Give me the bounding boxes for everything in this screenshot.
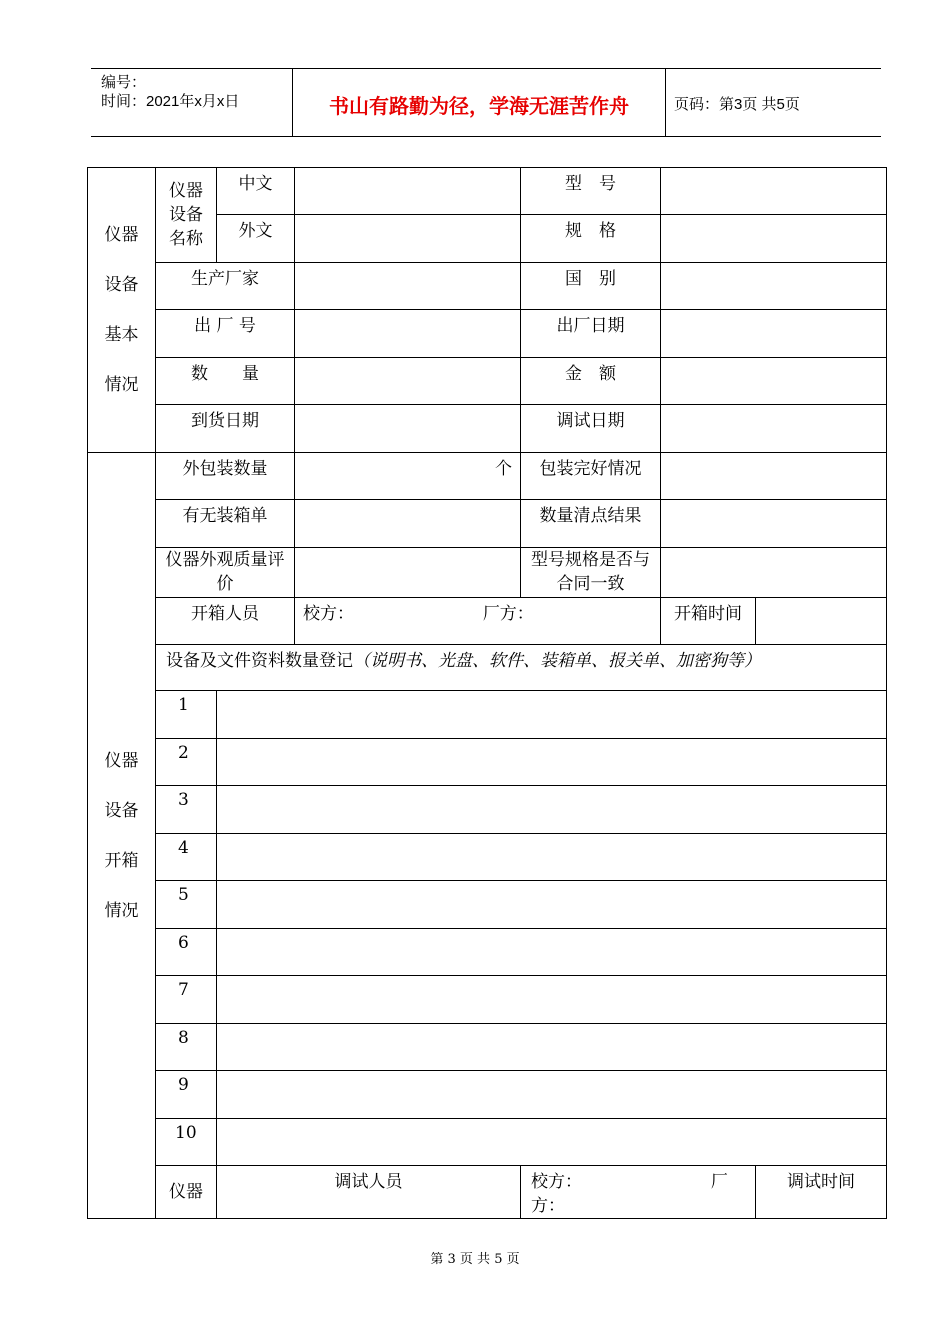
- docs-row-number: 5: [156, 881, 217, 929]
- section-label-line: 仪器: [104, 225, 139, 245]
- model-label: 型 号: [521, 168, 661, 215]
- arrival-date-label: 到货日期: [156, 405, 295, 453]
- arrival-date-cell[interactable]: [295, 405, 521, 453]
- name-label-line: 仪器: [169, 181, 203, 201]
- chinese-name-cell[interactable]: [295, 168, 521, 215]
- pkg-condition-label: 包装完好情况: [521, 453, 661, 500]
- count-result-label: 数量清点结果: [521, 500, 661, 548]
- docs-row-cell[interactable]: [217, 691, 887, 739]
- quantity-label: 数 量: [156, 358, 295, 405]
- debug-section-label: 仪器: [156, 1166, 217, 1219]
- header-page-label: 页码：第3页 共5页: [674, 96, 800, 113]
- docs-row-cell[interactable]: [217, 929, 887, 976]
- amount-cell[interactable]: [661, 358, 887, 405]
- docs-row-cell[interactable]: [217, 1071, 887, 1119]
- factory-date-cell[interactable]: [661, 310, 887, 358]
- unit-label: 个: [495, 459, 512, 479]
- debug-date-cell[interactable]: [661, 405, 887, 453]
- spec-label: 规 格: [521, 215, 661, 263]
- page-footer: 第 3 页 共 5 页: [430, 1252, 520, 1267]
- manufacturer-cell[interactable]: [295, 263, 521, 310]
- unpack-section-label: [88, 453, 156, 1219]
- pkg-condition-cell[interactable]: [661, 453, 887, 500]
- section-label-line: 情况: [104, 375, 139, 395]
- foreign-label: 外文: [217, 215, 295, 263]
- serial-label: 出 厂 号: [156, 310, 295, 358]
- country-cell[interactable]: [661, 263, 887, 310]
- count-result-cell[interactable]: [661, 500, 887, 548]
- docs-row-number: 6: [156, 929, 217, 976]
- docs-title-cell: [156, 645, 887, 691]
- docs-row-number: 7: [156, 976, 217, 1024]
- basic-section-label: [88, 168, 156, 453]
- docs-row-number: 8: [156, 1024, 217, 1071]
- section-label-line: 基本: [104, 325, 139, 345]
- school-side-label: 校方：: [303, 604, 354, 624]
- docs-row-number: 4: [156, 834, 217, 881]
- docs-row-number: 9: [156, 1071, 217, 1119]
- number-label: 编号：: [101, 74, 147, 91]
- manufacturer-label: 生产厂家: [156, 263, 295, 310]
- country-label: 国 别: [521, 263, 661, 310]
- debug-date-label: 调试日期: [521, 405, 661, 453]
- equipment-form-table: [87, 167, 887, 1219]
- docs-row-cell[interactable]: [217, 786, 887, 834]
- docs-row-number: 2: [156, 739, 217, 786]
- foreign-name-cell[interactable]: [295, 215, 521, 263]
- open-time-label: 开箱时间: [661, 598, 756, 645]
- docs-row-cell[interactable]: [217, 1024, 887, 1071]
- name-label-line: 设备: [169, 205, 203, 225]
- header-divider: [665, 69, 666, 136]
- debug-personnel-cell[interactable]: [521, 1166, 756, 1219]
- docs-title: 设备及文件资料数量登记: [166, 651, 353, 671]
- docs-row-cell[interactable]: [217, 976, 887, 1024]
- name-label-line: 名称: [169, 229, 203, 249]
- factory-side-label: 厂方：: [531, 1172, 728, 1216]
- chinese-label: 中文: [217, 168, 295, 215]
- section-label-line: 设备: [104, 800, 139, 821]
- docs-row-cell[interactable]: [217, 1119, 887, 1166]
- amount-label: 金 额: [521, 358, 661, 405]
- page-header: [91, 68, 881, 137]
- time-label: 时间：2021年x月x日: [101, 93, 240, 110]
- school-side-label: 校方：: [531, 1172, 582, 1192]
- outer-pkg-qty-label: 外包装数量: [156, 453, 295, 500]
- docs-row-cell[interactable]: [217, 739, 887, 786]
- device-name-label: [156, 168, 217, 263]
- serial-cell[interactable]: [295, 310, 521, 358]
- debug-time-label: 调试时间: [756, 1166, 887, 1219]
- section-label-line: 仪器: [104, 750, 139, 771]
- header-left: [101, 73, 239, 111]
- quantity-cell[interactable]: [295, 358, 521, 405]
- factory-date-label: 出厂日期: [521, 310, 661, 358]
- spec-match-label: 型号规格是否与合同一致: [521, 548, 661, 598]
- debug-personnel-label: 调试人员: [217, 1166, 521, 1219]
- appearance-eval-cell[interactable]: [295, 548, 521, 598]
- section-label-line: 情况: [104, 900, 139, 921]
- packing-list-cell[interactable]: [295, 500, 521, 548]
- spec-match-cell[interactable]: [661, 548, 887, 598]
- open-time-cell[interactable]: [756, 598, 887, 645]
- section-label-line: 开箱: [104, 850, 139, 871]
- opener-label: 开箱人员: [156, 598, 295, 645]
- docs-row-number: 10: [156, 1119, 217, 1166]
- section-label-line: 设备: [104, 275, 139, 295]
- docs-row-number: 3: [156, 786, 217, 834]
- model-cell[interactable]: [661, 168, 887, 215]
- docs-note: （说明书、光盘、软件、装箱单、报关单、加密狗等）: [353, 651, 761, 671]
- outer-pkg-qty-cell[interactable]: [295, 453, 521, 500]
- factory-side-label: 厂方：: [482, 604, 534, 624]
- opener-cell[interactable]: [295, 598, 661, 645]
- spec-cell[interactable]: [661, 215, 887, 263]
- docs-row-cell[interactable]: [217, 834, 887, 881]
- appearance-eval-label: 仪器外观质量评价: [156, 548, 295, 598]
- packing-list-label: 有无装箱单: [156, 500, 295, 548]
- docs-row-number: 1: [156, 691, 217, 739]
- header-motto: 书山有路勤为径，学海无涯苦作舟: [329, 94, 629, 118]
- docs-row-cell[interactable]: [217, 881, 887, 929]
